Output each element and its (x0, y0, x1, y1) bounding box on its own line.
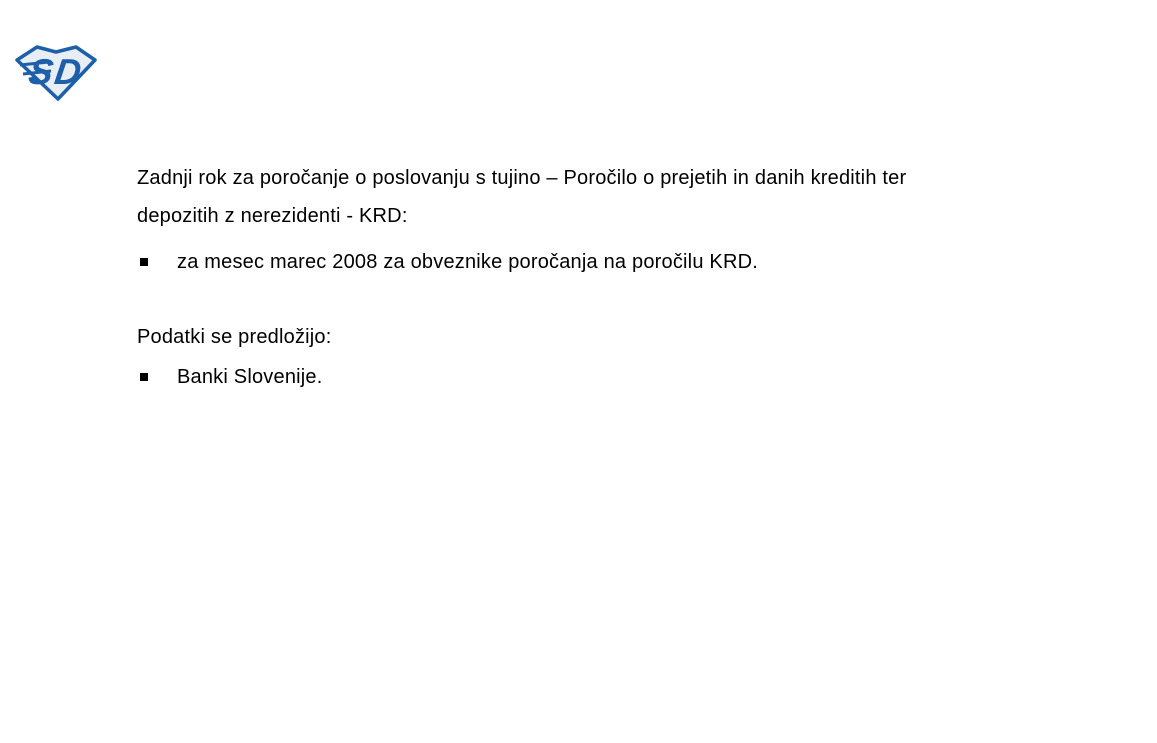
sd-logo (13, 43, 99, 103)
bullet-item-recipient (137, 358, 1037, 396)
logo-text: SD (26, 51, 84, 92)
bullet-item-deadline-text: za mesec marec 2008 za obveznike poročanja na poročilu KRD. (177, 251, 758, 273)
intro-paragraph (137, 159, 1037, 235)
sd-logo-graphic (13, 43, 99, 103)
intro-paragraph-line-1: Zadnji rok za poročanje o poslovanju s tujino – Poročilo o prejetih in danih kreditih ter (137, 167, 907, 189)
square-bullet-icon (140, 258, 148, 266)
bullet-item-deadline (137, 243, 1037, 281)
square-bullet-icon (140, 373, 148, 381)
intro-paragraph-line-2: depozitih z nerezidenti - KRD: (137, 205, 408, 227)
submission-heading: Podatki se predložijo: (137, 326, 332, 348)
bullet-item-recipient-text: Banki Slovenije. (177, 366, 323, 388)
